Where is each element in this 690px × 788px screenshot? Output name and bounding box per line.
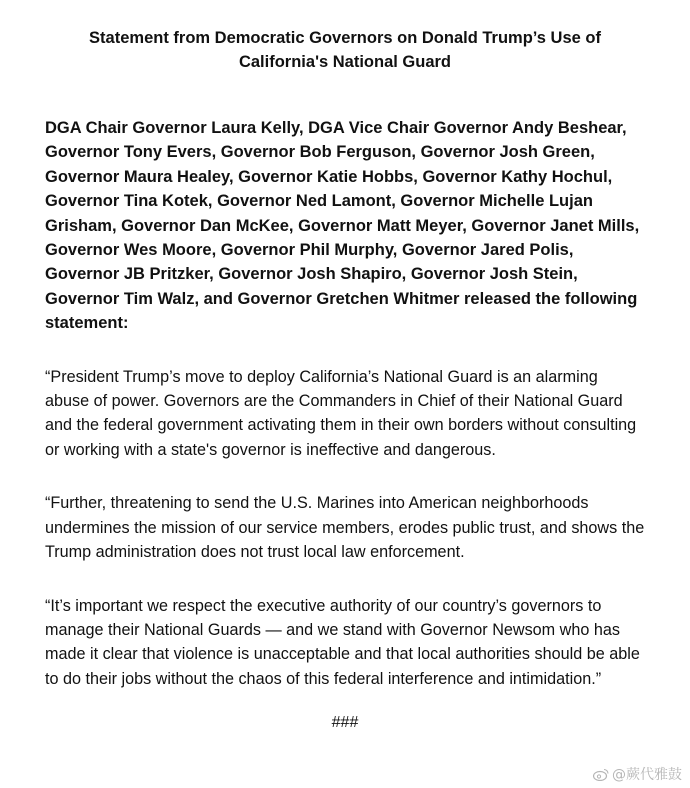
title-line-2: California's National Guard [238,53,452,71]
quote-paragraph-3: “It’s important we respect the executive authority of our country’s governors to manage their National Guards — and we stand with Governor Newsom who has made it clear that violence is unacceptable and that local authorities should be able to do their jobs without the chaos of this federal interference and intimidation.” [45,596,640,688]
quote-paragraph-1: “President Trump’s move to deploy California’s National Guard is an alarming abuse of power. Governors are the Commanders in Chief of their National Guard and the federal government activating them in their own borders without consulting or working with a state's governor is ineffective and dangerous. [45,367,637,459]
closing-marker: ### [331,714,359,732]
statement-title [45,26,645,74]
title-line-1: Statement from Democratic Governors on Donald Trump’s Use of [89,29,601,47]
watermark [593,764,682,784]
watermark-text: @蕨代雅鼓 [612,767,682,783]
quote-paragraph-2: “Further, threatening to send the U.S. Marines into American neighborhoods undermines the mission of our service members, erodes public trust, and shows the Trump administration does not trust local law enforcement. [45,494,645,562]
statement-document [45,26,645,735]
weibo-icon [593,768,609,781]
intro-paragraph: DGA Chair Governor Laura Kelly, DGA Vice Chair Governor Andy Beshear, Governor Tony Evers, Governor Bob Ferguson, Governor Josh Green, Governor Maura Healey, Governor Katie Hobbs, Governor Kathy Hochul, Governor Tina Kotek, Governor Ned Lamont, Governor Michelle Lujan Grisham, Governor Dan McKee, Governor Matt Meyer, Governor Janet Mills, Governor Wes Moore, Governor Phil Murphy, Governor Jared Polis, Governor JB Pritzker, Governor Josh Shapiro, Governor Josh Stein, Governor Tim Walz, and Governor Gretchen Whitmer released the following statement: [45,119,640,333]
